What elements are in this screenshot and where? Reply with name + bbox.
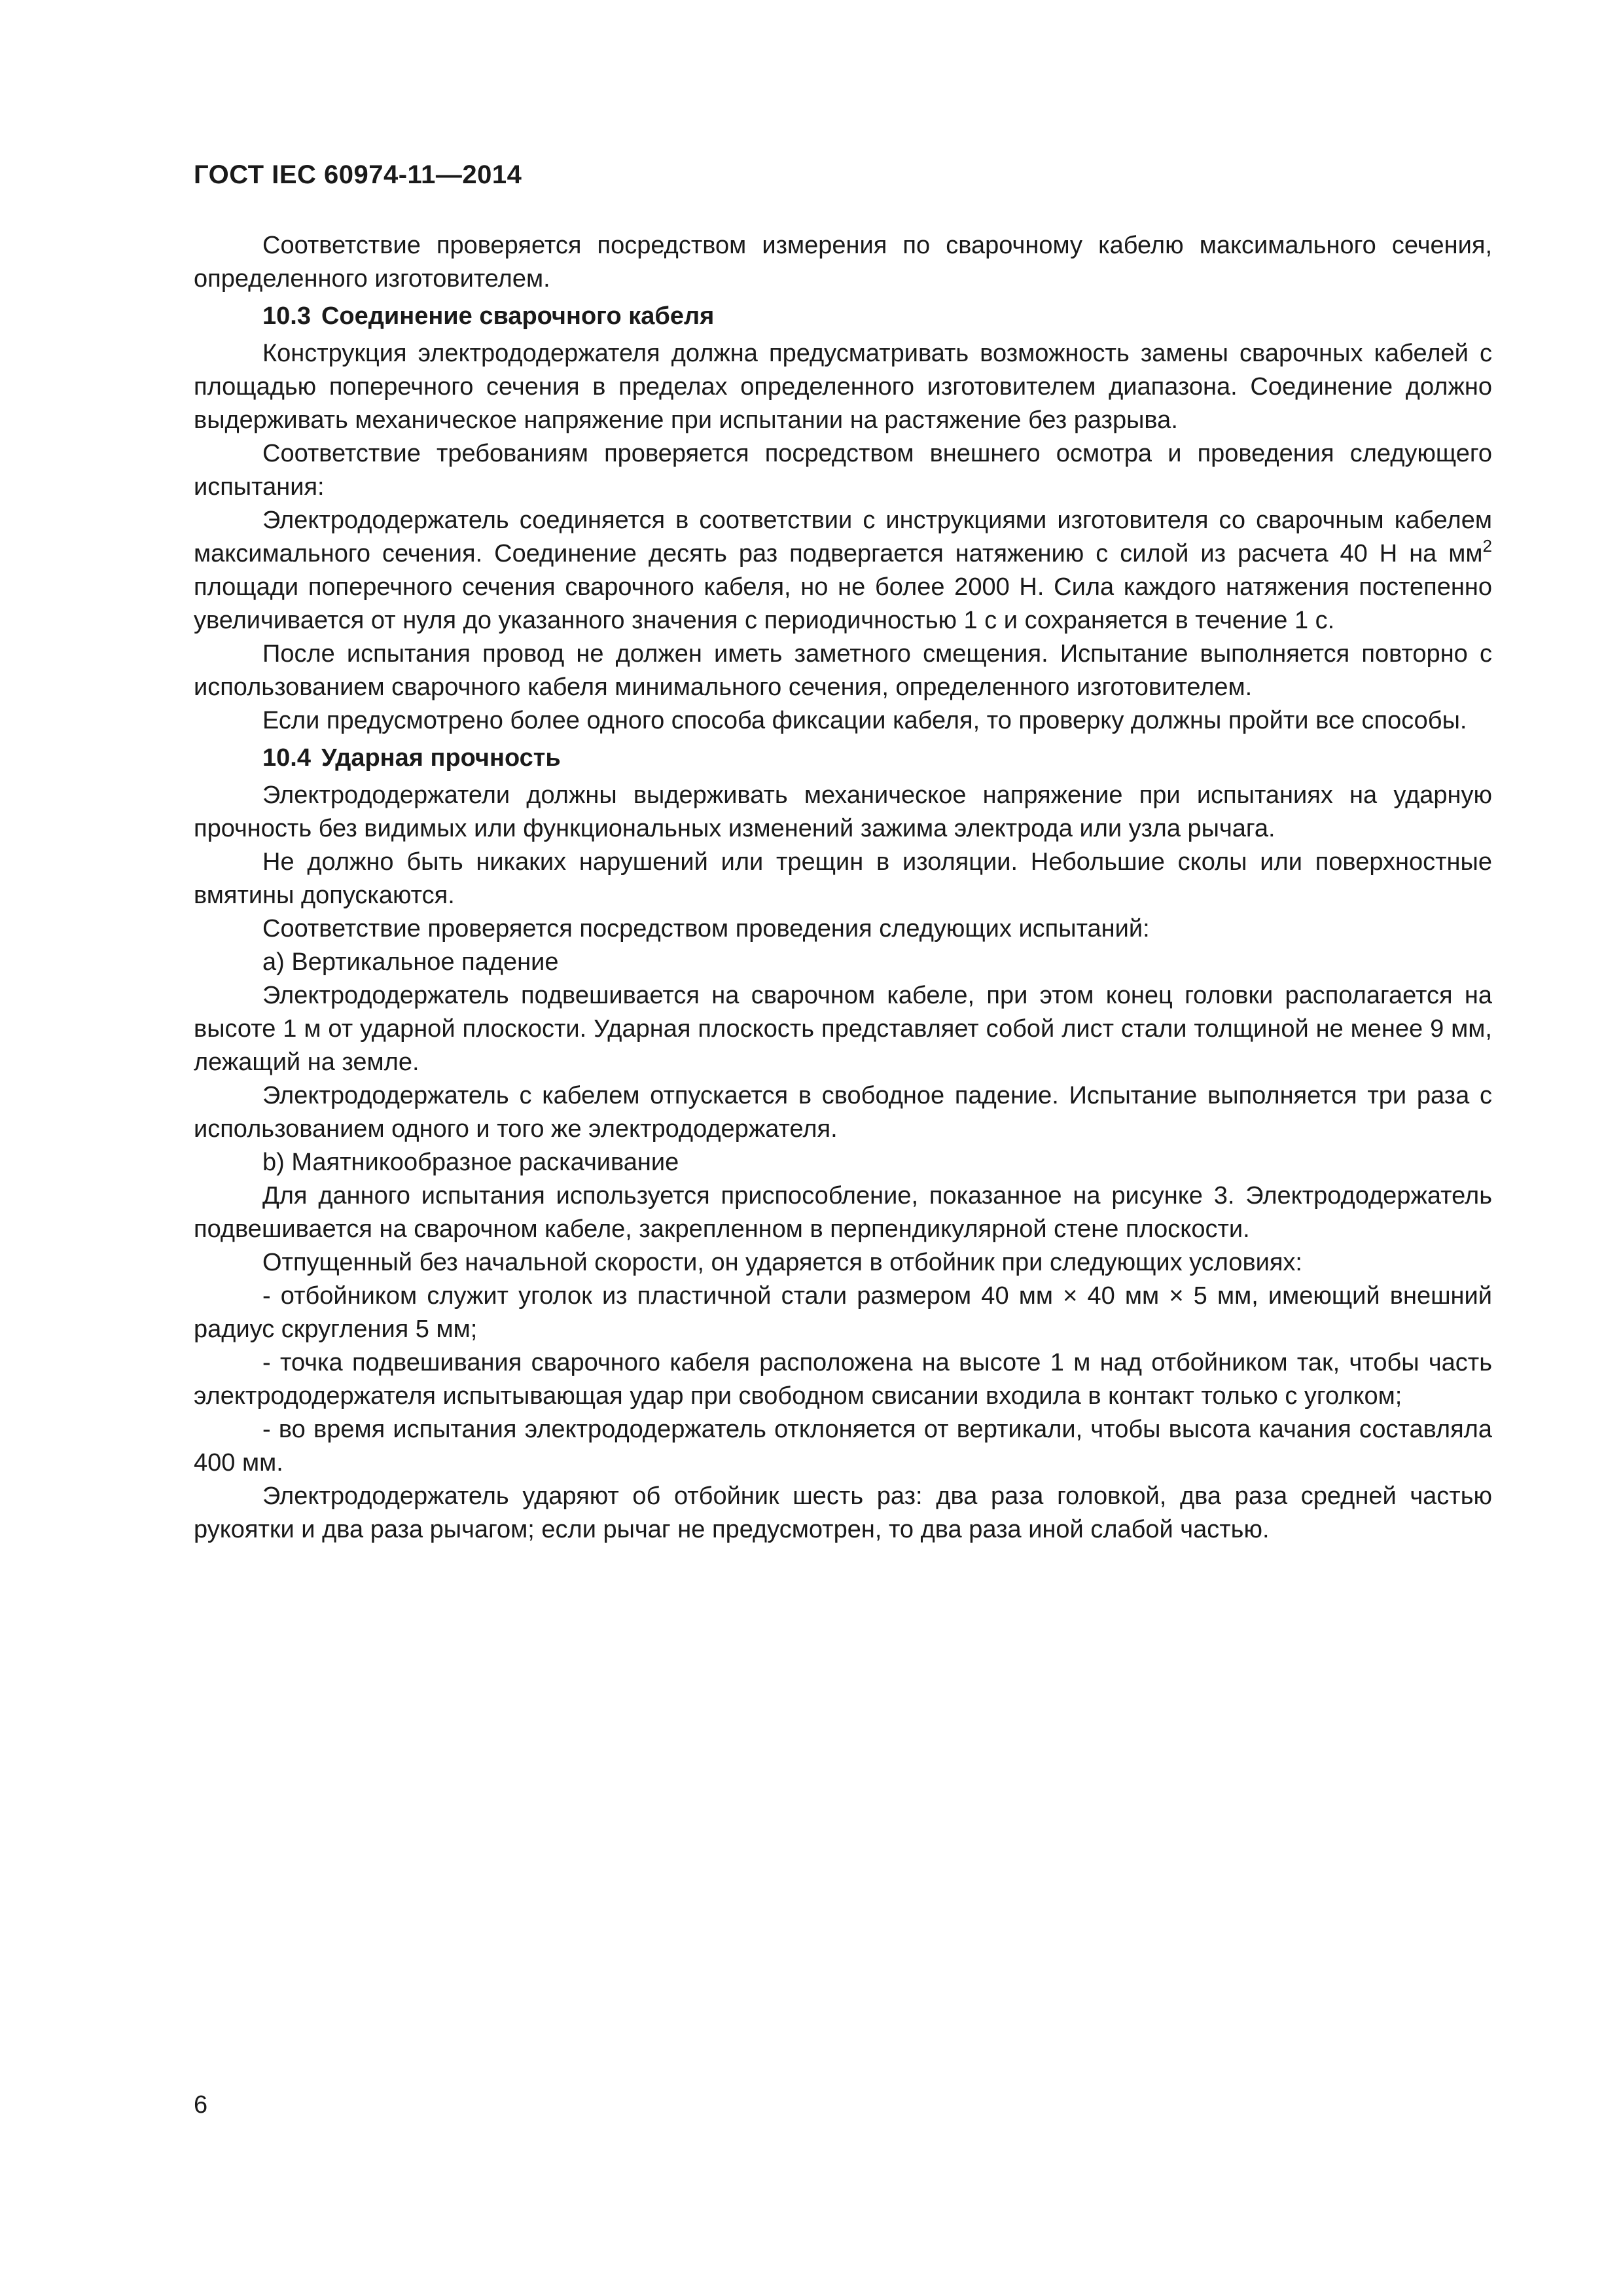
page-number: 6 (194, 2091, 208, 2119)
paragraph: После испытания провод не должен иметь заметного смещения. Испытание выполняется повторно с использованием сварочного кабеля минимального сечения, определенного изготовителем. (194, 640, 1492, 701)
paragraph: Электрододержатель подвешивается на сварочном кабеле, при этом конец головки располагается на высоте 1 м от ударной плоскости. Ударная плоскость представляет собой лист стали толщиной не менее 9 мм, лежащий на земле. (194, 982, 1492, 1076)
dash-item: - точка подвешивания сварочного кабеля расположена на высоте 1 м над отбойником так, чтобы часть электрододержателя испытывающая удар при свободном свисании входила в контакт только с уголком; (194, 1349, 1492, 1410)
list-item-b: b) Маятникообразное раскачивание (262, 1149, 679, 1176)
section-heading-10-4 (194, 738, 1492, 779)
dash-item: - отбойником служит уголок из пластичной стали размером 40 мм × 40 мм × 5 мм, имеющий внешний радиус скругления 5 мм; (194, 1282, 1492, 1343)
paragraph: Соответствие проверяется посредством проведения следующих испытаний: (262, 915, 1150, 942)
dash-item: - во время испытания электрододержатель отклоняется от вертикали, чтобы высота качания составляла 400 мм. (194, 1416, 1492, 1477)
paragraph: Если предусмотрено более одного способа фиксации кабеля, то проверку должны пройти все способы. (262, 707, 1467, 734)
paragraph: Электрододержатель с кабелем отпускается в свободное падение. Испытание выполняется три раза с использованием одного и того же электрододержателя. (194, 1082, 1492, 1143)
document-body (194, 229, 1492, 1547)
list-item-a: a) Вертикальное падение (262, 948, 559, 976)
section-title: Ударная прочность (321, 744, 561, 772)
paragraph: Не должно быть никаких нарушений или трещин в изоляции. Небольшие сколы или поверхностные вмятины допускаются. (194, 848, 1492, 909)
section-title: Соединение сварочного кабеля (321, 302, 715, 330)
document-header: ГОСТ IEC 60974-11—2014 (194, 160, 522, 189)
paragraph-with-superscript (194, 504, 1492, 637)
paragraph: Электрододержатель ударяют об отбойник шесть раз: два раза головкой, два раза средней частью рукоятки и два раза рычагом; если рычаг не предусмотрен, то два раза иной слабой частью. (194, 1482, 1492, 1543)
paragraph-compliance-max: Соответствие проверяется посредством измерения по сварочному кабелю максимального сечения, определенного изготовителем. (194, 232, 1492, 293)
section-heading-10-3 (194, 296, 1492, 337)
paragraph: Электрододержатели должны выдерживать механическое напряжение при испытаниях на ударную прочность без видимых или функциональных изменений зажима электрода или узла рычага. (194, 781, 1492, 842)
paragraph: Конструкция электрододержателя должна предусматривать возможность замены сварочных кабелей с площадью поперечного сечения в пределах определенного изготовителем диапазона. Соединение должно выдерживать механическое напряжение при испытании на растяжение без разрыва. (194, 340, 1492, 434)
paragraph: Отпущенный без начальной скорости, он ударяется в отбойник при следующих условиях: (262, 1249, 1302, 1276)
section-number: 10.4 (262, 744, 311, 772)
paragraph: Соответствие требованиям проверяется посредством внешнего осмотра и проведения следующего испытания: (194, 440, 1492, 501)
text-run: площади поперечного сечения сварочного кабеля, но не более 2000 Н. Сила каждого натяжения постепенно увеличивается от нуля до указанного значения с периодичностью 1 с и сохраняется в течение 1 с. (194, 573, 1492, 634)
section-number: 10.3 (262, 302, 311, 330)
superscript: 2 (1482, 536, 1492, 556)
text-run: Электрододержатель соединяется в соответствии с инструкциями изготовителя со сварочным кабелем максимального сечения. Соединение десять раз подвергается натяжению с силой из расчета 40 Н на мм (194, 507, 1492, 567)
paragraph: Для данного испытания используется приспособление, показанное на рисунке 3. Электрододержатель подвешивается на сварочном кабеле, закрепленном в перпендикулярной стене плоскости. (194, 1182, 1492, 1243)
